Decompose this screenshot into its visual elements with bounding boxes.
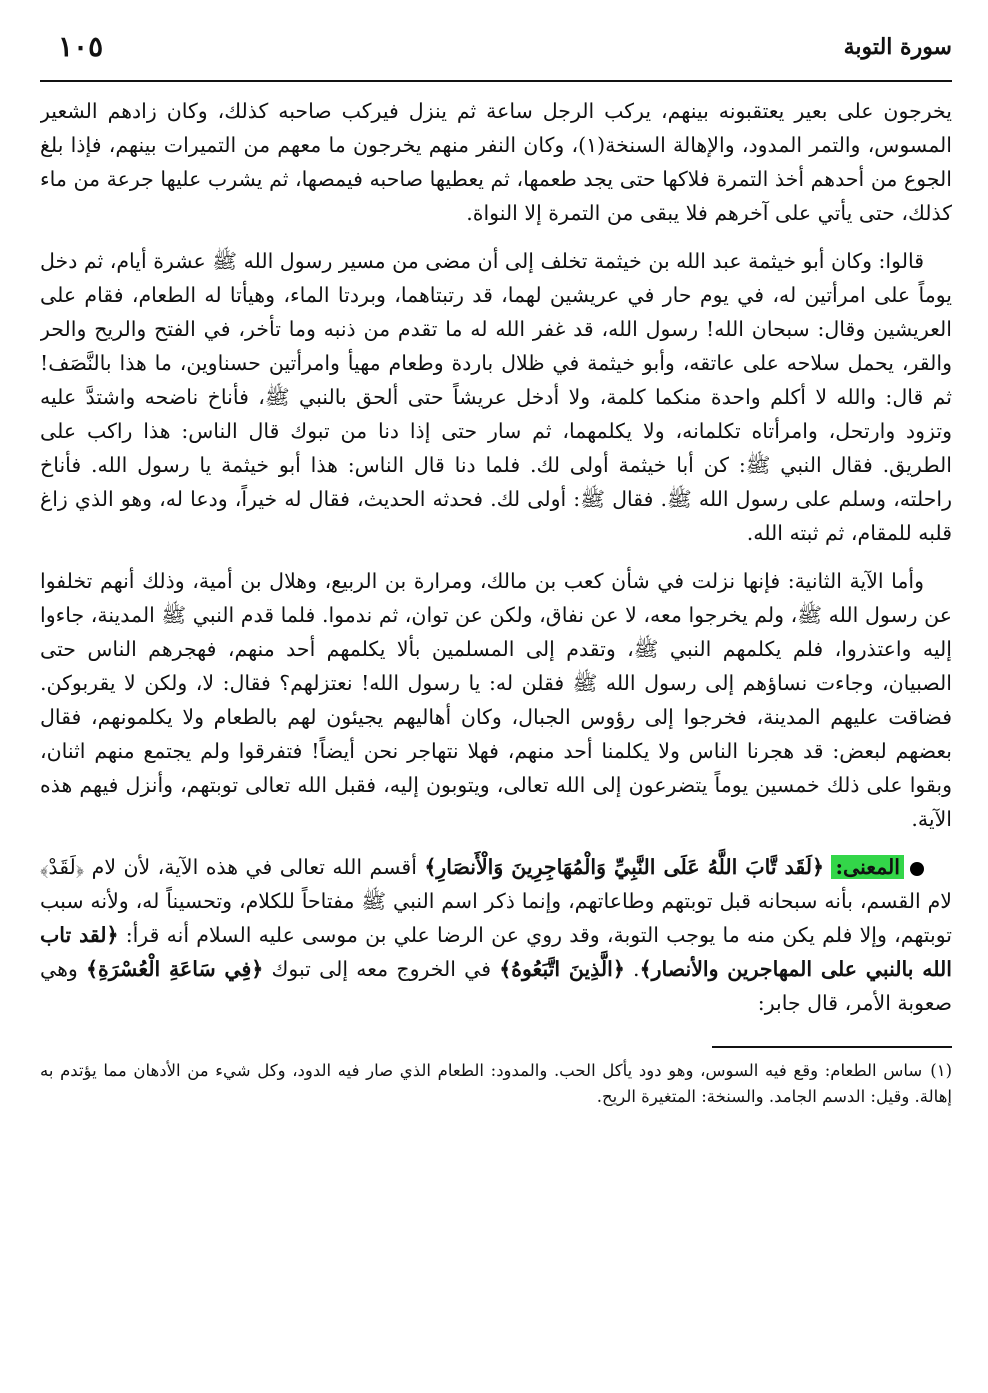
meaning-text-2: في الخروج معه إلى تبوك [263,957,500,981]
paragraph-1: يخرجون على بعير يعتقبونه بينهم، يركب الرجل ساعة ثم ينزل فيركب صاحبه كذلك، وكان زادهم الشعير المسوس، والتمر المدود، والإهالة السنخة(١)، وكان النفر منهم يخرجون ما معهم من التميرات بينهم، فإذا بلغ الجوع من أحدهم أخذ التمرة فلاكها حتى يجد طعمها، ثم يعطيها صاحبه فيمصها، ثم يشرب عليها جرعة من ماء كذلك، حتى يأتي على آخرهم فلا يبقى من التمرة إلا النواة. [40,99,952,225]
reading-quote: ﴿لقد تاب الله بالنبي على المهاجرين والأنصار﴾ [40,923,952,981]
body-text [40,94,952,1020]
verse-quote: ﴿لَقَد تَّابَ اللَّهُ عَلَى النَّبِيِّ وَالْمُهَاجِرِينَ وَالْأَنصَارِ﴾ [424,855,825,879]
meaning-text-3: وهي صعوبة الأمر، قال جابر: [40,957,952,1015]
reading-end: . [624,957,640,981]
meaning-label: المعنى: [831,855,904,879]
page-number: ١٠٥ [58,30,104,63]
meaning-text: أقسم الله تعالى في هذه الآية، لأن لام ﴿لَقَدْ﴾ لام القسم، بأنه سبحانه قبل توبتهم وطاعاتهم، وإنما ذكر اسم النبي ﷺ مفتاحاً للكلام، وتحسيناً له، ولأنه سبب توبتهم، وإلا فلم يكن منه ما يوجب التوبة، وقد روي عن الرضا علي بن موسى عليه السلام أنه قرأ: [40,855,952,947]
verse-quote-2: ﴿الَّذِينَ اتَّبَعُوهُ﴾ [499,957,625,981]
page-header [40,28,952,82]
footnote-divider [712,1046,952,1048]
paragraph-3: وأما الآية الثانية: فإنها نزلت في شأن كعب بن مالك، ومرارة بن الربيع، وهلال بن أمية، وذلك أنهم تخلفوا عن رسول الله ﷺ، ولم يخرجوا معه، لا عن نفاق، ولكن عن توان، ثم ندموا. فلما قدم النبي ﷺ المدينة، جاءوا إليه واعتذروا، فلم يكلمهم النبي ﷺ، وتقدم إلى المسلمين بألا يكلمهم أحد منهم، فهجرهم الناس حتى الصبيان، وجاءت نساؤهم إلى رسول الله ﷺ فقلن له: يا رسول الله! نعتزلهم؟ فقال: لا، ولكن لا يقربوكن. فضاقت عليهم المدينة، فخرجوا إلى رؤوس الجبال، وكان أهاليهم يجيئون لهم بالطعام ولا يكلمونهم، فقال بعضهم لبعض: قد هجرنا الناس ولا يكلمنا أحد منهم، فهلا نتهاجر نحن أيضاً! فتفرقوا ولم يجتمع منهم اثنان، وبقوا على ذلك خمسين يوماً يتضرعون إلى الله تعالى، ويتوبون إليه، فقبل الله تعالى توبتهم، وأنزل فيهم هذه الآية. [40,569,952,831]
surah-title: سورة التوبة [843,34,952,60]
meaning-section [40,850,952,1020]
footnote-text: ساس الطعام: وقع فيه السوس، وهو دود يأكل الحب. والمدود: الطعام الذي صار فيه الدود، وكل شيء من الأدهان مما يؤتدم به إهالة. وقيل: الدسم الجامد. والسنخة: المتغيرة الريح. [40,1061,952,1106]
footnote [40,1058,952,1110]
bullet-marker-icon [910,862,924,876]
verse-quote-3: ﴿فِي سَاعَةِ الْعُسْرَةِ﴾ [85,957,264,981]
book-page [40,28,952,1368]
paragraph-2: قالوا: وكان أبو خيثمة عبد الله بن خيثمة تخلف إلى أن مضى من مسير رسول الله ﷺ عشرة أيام، ثم دخل يوماً على امرأتين له، في يوم حار في عريشين لهما، قد رتبتاهما، وبردتا الماء، وهيأتا له الطعام، فقام على العريشين وقال: سبحان الله! رسول الله، قد غفر الله له ما تقدم من ذنبه وما تأخر، في الفتح والريح والحر والقر، يحمل سلاحه على عاتقه، وأبو خيثمة في ظلال باردة وطعام مهيأ وامرأتين حسناوين، ما هذا بالنَّصَف! ثم قال: والله لا أكلم واحدة منكما كلمة، ولا أدخل عريشاً حتى ألحق بالنبي ﷺ، فأناخ ناضحه واشتدَّ عليه وتزود وارتحل، وامرأتاه تكلمانه، ولا يكلمهما، ثم سار حتى إذا دنا من تبوك قال الناس: هذا راكب على الطريق. فقال النبي ﷺ: كن أبا خيثمة أولى لك. فلما دنا قال الناس: هذا أبو خيثمة يا رسول الله. فأناخ راحلته، وسلم على رسول الله ﷺ. فقال ﷺ: أولى لك. فحدثه الحديث، فقال له خيراً، ودعا له، وهو الذي زاغ قلبه للمقام، ثم ثبته الله. [40,249,952,545]
footnote-number: (١) [930,1061,952,1080]
